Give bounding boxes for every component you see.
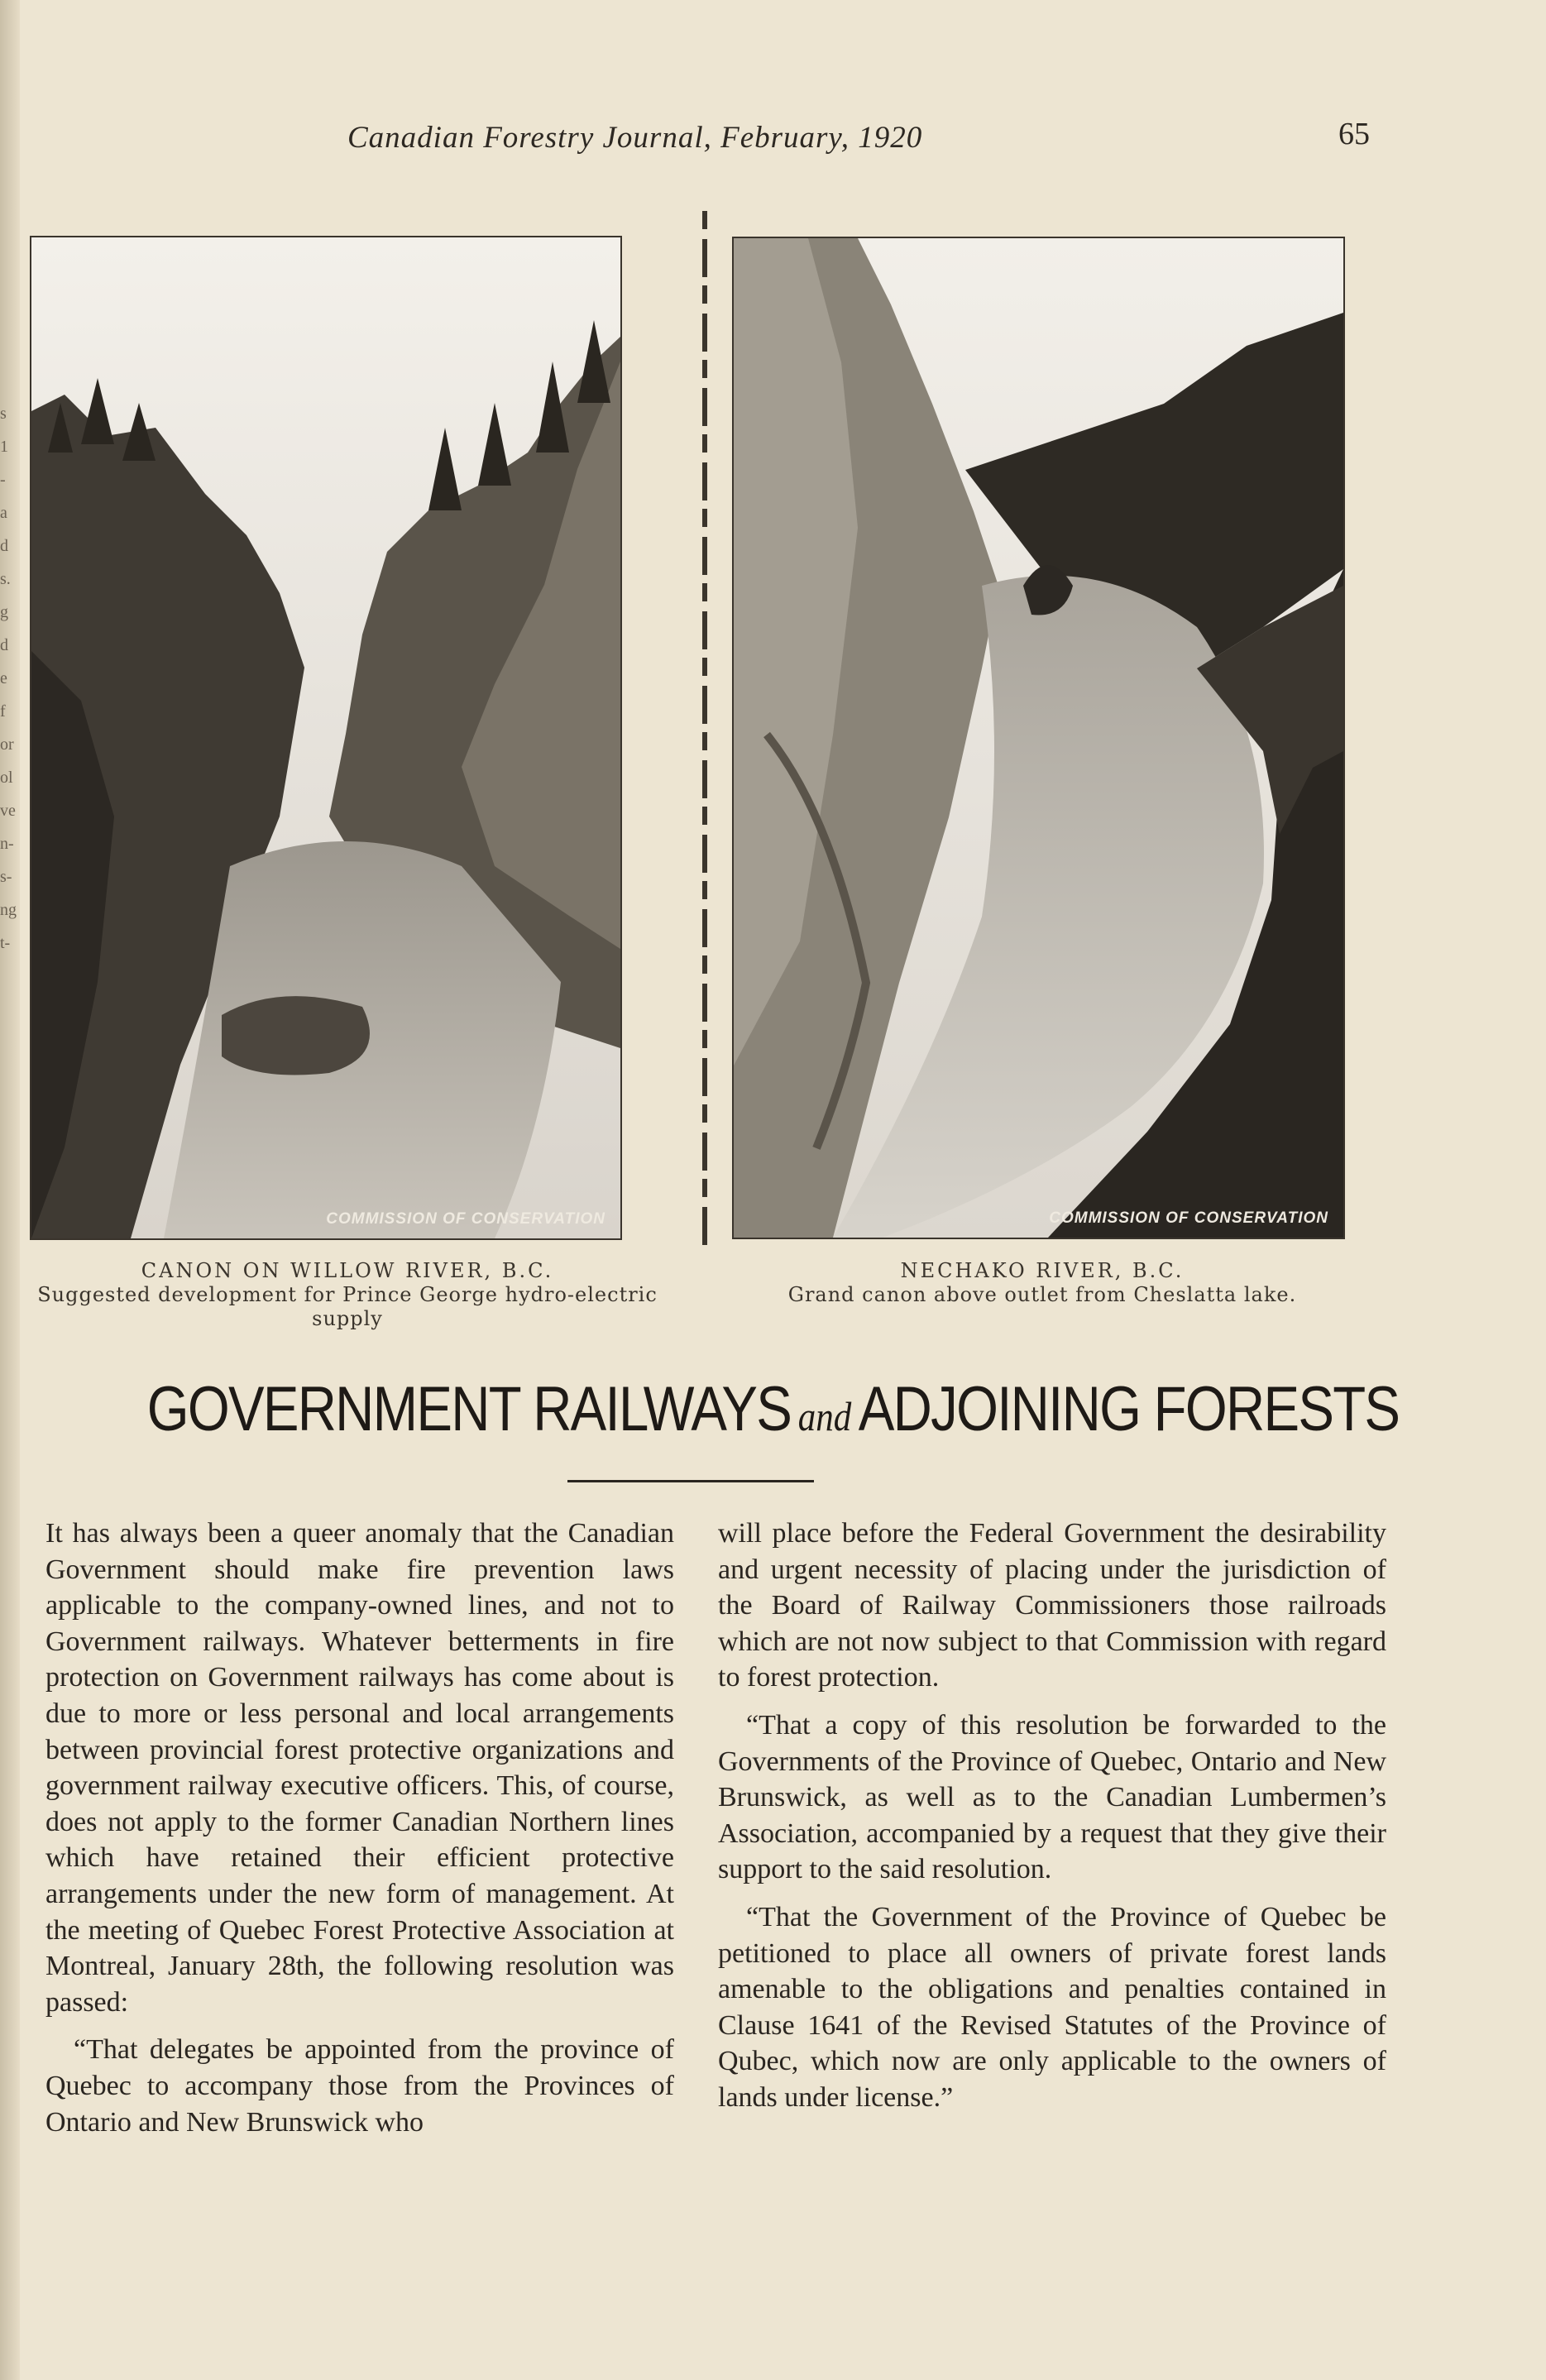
photo-credit-left: COMMISSION OF CONSERVATION — [326, 1210, 605, 1228]
headline-connector: and — [797, 1393, 852, 1439]
photo-credit-right: COMMISSION OF CONSERVATION — [1049, 1209, 1328, 1227]
page-gutter-shadow — [0, 0, 20, 2380]
headline-part-1: GOVERNMENT RAILWAYS — [146, 1374, 792, 1444]
headline-part-2: ADJOINING FORESTS — [858, 1374, 1400, 1444]
canyon-illustration-right — [734, 238, 1343, 1238]
running-head: Canadian Forestry Journal, February, 1920 — [347, 121, 923, 155]
photo-caption-left — [25, 1259, 670, 1331]
article-column-right — [718, 1516, 1386, 2116]
photo-caption-right — [711, 1259, 1373, 1307]
gutter-text-fragments: s 1 - a d s. g d e f or ol ve n- s- ng t- — [0, 405, 17, 952]
canyon-illustration-left — [31, 237, 620, 1238]
right-paragraph-1: will place before the Federal Government the desirability and urgent necessity of placing under the jurisdiction of the Board of Railway Commissioners those railroads which are not now subject to that Commission with regard to forest protection. — [718, 1518, 1386, 1693]
caption-text-right: Grand canon above outlet from Cheslatta lake. — [787, 1283, 1297, 1306]
photo-willow-river-canyon — [30, 236, 622, 1240]
photo-nechako-river — [732, 237, 1345, 1239]
article-column-left — [45, 1516, 674, 2140]
right-paragraph-3: “That the Government of the Province of Quebec be petitioned to place all owners of private forest lands amenable to the obligations and penalties contained in Clause 1641 of the Revised Statutes of the Province of Qubec, which now are only applicable to the owners of lands under license.” — [718, 1901, 1386, 2113]
caption-title-left: CANON ON WILLOW RIVER, B.C. — [141, 1259, 554, 1282]
left-paragraph-1: It has always been a queer anomaly that the Canadian Government should make fire prevention laws applicable to the company-owned lines, and not to Government railways. Whatever betterments in fire protection on Government railways has come about is due to more or less personal and local arrangements between provincial forest protective organizations and government railway executive officers. This, of course, does not apply to the former Canadian Northern lines which have retained their efficient protective arrangements under the new form of management. At the meeting of Quebec Forest Protective Association at Montreal, January 28th, the following resolution was passed: — [45, 1518, 674, 2018]
page-number: 65 — [1338, 117, 1370, 151]
headline-rule — [567, 1480, 814, 1482]
article-headline — [108, 1373, 1438, 1445]
center-divider — [702, 211, 707, 1245]
caption-text-left: Suggested development for Prince George hydro-electric supply — [37, 1283, 658, 1330]
right-paragraph-2: “That a copy of this resolution be forwarded to the Governments of the Province of Quebec, Ontario and New Brunswick, as well as to the Canadian Lumbermen’s Association, accompanied by a request that they give their support to the said resolution. — [718, 1709, 1386, 1885]
left-paragraph-2: “That delegates be appointed from the province of Quebec to accompany those from the Provinces of Ontario and New Brunswick who — [45, 2034, 674, 2138]
caption-title-right: NECHAKO RIVER, B.C. — [900, 1259, 1185, 1282]
